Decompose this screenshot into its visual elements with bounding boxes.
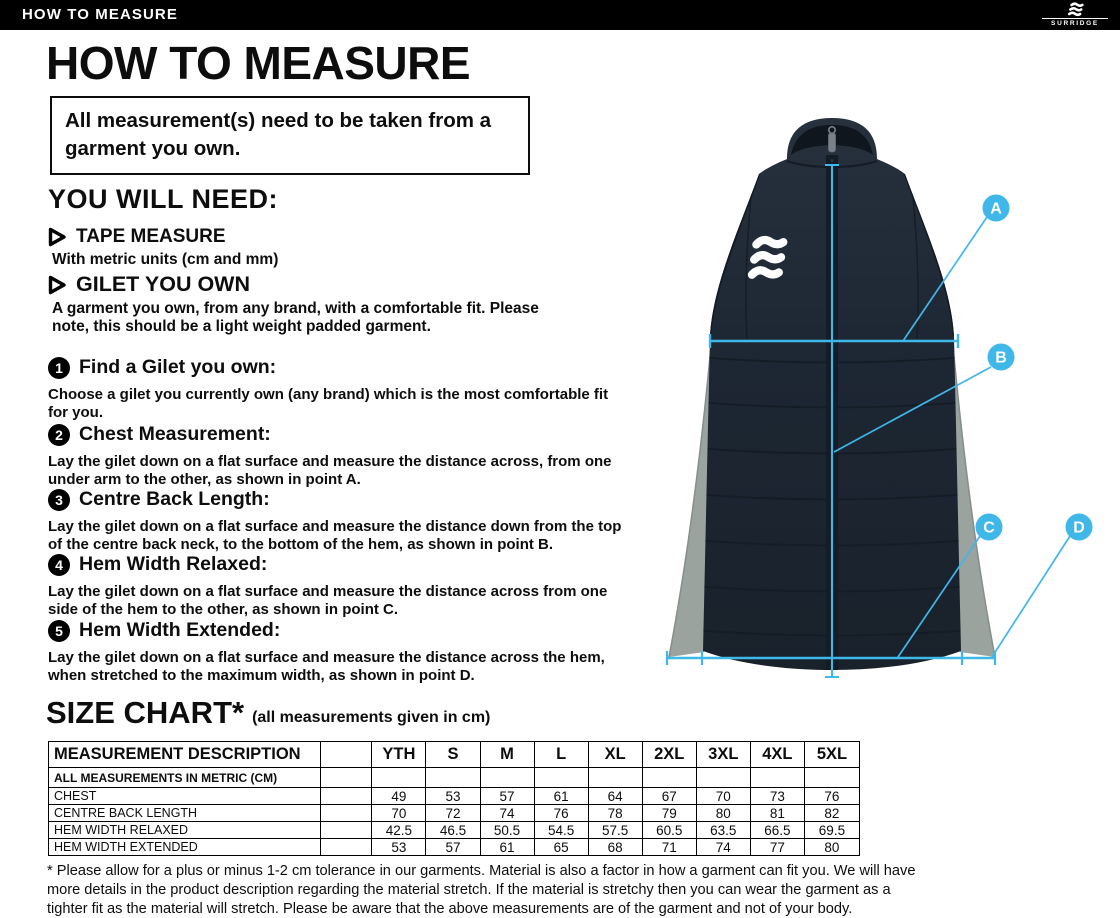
column-header: YTH	[372, 742, 426, 768]
step-2	[48, 423, 652, 489]
step-line: of the centre back neck, to the bottom of the hem, as shown in point B.	[48, 536, 554, 553]
cell-value: 65	[534, 839, 588, 856]
column-header: S	[426, 742, 480, 768]
top-bar-title: HOW TO MEASURE	[22, 6, 178, 23]
empty-cell	[750, 768, 804, 788]
step-description	[48, 518, 652, 554]
step-description	[48, 453, 652, 489]
need-item-title: GILET YOU OWN	[76, 272, 250, 296]
point-b-label: B	[995, 349, 1007, 367]
step-number-badge: 2	[48, 424, 70, 446]
step-line: under arm to the other, as shown in point A.	[48, 471, 361, 488]
cell-value: 60.5	[642, 822, 696, 839]
note-line: garment you own.	[65, 137, 241, 160]
size-chart-title: SIZE CHART*	[46, 695, 245, 730]
cell-value: 67	[642, 788, 696, 805]
row-label: HEM WIDTH EXTENDED	[49, 839, 321, 856]
table-header-row	[49, 742, 860, 768]
step-line: when stretched to the maximum width, as shown in point D.	[48, 667, 475, 684]
note-line: All measurement(s) need to be taken from a	[65, 109, 492, 132]
need-item-tape-measure	[48, 226, 278, 269]
cell-value: 80	[804, 839, 859, 856]
pointer-line-d	[992, 536, 1070, 657]
cell-value: 76	[534, 805, 588, 822]
empty-cell	[804, 768, 859, 788]
size-chart-table	[48, 741, 860, 856]
empty-cell	[321, 805, 372, 822]
size-chart-heading	[46, 695, 490, 731]
cell-value: 63.5	[696, 822, 750, 839]
cell-value: 74	[696, 839, 750, 856]
step-line: Lay the gilet down on a flat surface and measure the distance across, from one	[48, 453, 612, 470]
cell-value: 57.5	[588, 822, 642, 839]
cell-value: 72	[426, 805, 480, 822]
step-title: Hem Width Relaxed:	[79, 553, 268, 575]
column-header: 2XL	[642, 742, 696, 768]
cell-value: 61	[534, 788, 588, 805]
brand-name: SURRIDGE	[1042, 18, 1108, 27]
step-title: Centre Back Length:	[79, 488, 270, 510]
column-header: MEASUREMENT DESCRIPTION	[49, 742, 321, 768]
cell-value: 71	[642, 839, 696, 856]
point-c-label: C	[983, 519, 995, 537]
top-bar	[0, 0, 1120, 30]
cell-value: 70	[372, 805, 426, 822]
cell-value: 50.5	[480, 822, 534, 839]
zipper-pull	[828, 133, 835, 152]
tolerance-footnote	[47, 862, 915, 918]
empty-cell	[480, 768, 534, 788]
empty-cell	[321, 768, 372, 788]
empty-cell	[426, 768, 480, 788]
footnote-line: * Please allow for a plus or minus 1-2 cm tolerance in our garments. Material is also a factor in how a garment can fit you. We will have	[47, 863, 916, 879]
measurement-point-badges	[976, 195, 1093, 541]
cell-value: 70	[696, 788, 750, 805]
surridge-s-icon	[1067, 2, 1084, 17]
cell-value: 53	[372, 839, 426, 856]
step-line: Choose a gilet you currently own (any brand) which is the most comfortable fit	[48, 386, 609, 403]
step-line: Lay the gilet down on a flat surface and measure the distance across from one	[48, 583, 608, 600]
cell-value: 80	[696, 805, 750, 822]
need-item-desc: With metric units (cm and mm)	[52, 251, 279, 268]
cell-value: 82	[804, 805, 859, 822]
step-title: Find a Gilet you own:	[79, 356, 277, 378]
cell-value: 61	[480, 839, 534, 856]
footnote-line: more details in the product description regarding the material stretch. If the material is stretchy then you can wear the garment as a	[47, 881, 891, 898]
column-header: L	[534, 742, 588, 768]
need-item-desc	[52, 300, 628, 336]
surridge-s-icon	[750, 239, 785, 276]
row-label: HEM WIDTH RELAXED	[49, 822, 321, 839]
cell-value: 69.5	[804, 822, 859, 839]
table-row	[49, 822, 860, 839]
cell-value: 68	[588, 839, 642, 856]
triangle-bullet-icon	[48, 227, 67, 247]
step-title: Chest Measurement:	[79, 423, 271, 445]
cell-value: 76	[804, 788, 859, 805]
cell-value: 42.5	[372, 822, 426, 839]
empty-cell	[321, 822, 372, 839]
cell-value: 79	[642, 805, 696, 822]
step-line: for you.	[48, 404, 103, 421]
table-row	[49, 805, 860, 822]
cell-value: 77	[750, 839, 804, 856]
cell-value: 53	[426, 788, 480, 805]
empty-cell	[372, 768, 426, 788]
need-item-gilet	[48, 272, 628, 336]
empty-cell	[534, 768, 588, 788]
column-header: 3XL	[696, 742, 750, 768]
row-label: CENTRE BACK LENGTH	[49, 805, 321, 822]
step-number-badge: 5	[48, 620, 70, 642]
footnote-line: tighter fit as the material will stretch. Please be aware that the above measurements are of the garment and not of your body.	[47, 900, 853, 917]
step-description	[48, 583, 652, 619]
step-description	[48, 649, 652, 685]
cell-value: 74	[480, 805, 534, 822]
brand-logo	[1042, 2, 1108, 27]
triangle-bullet-icon	[48, 275, 67, 295]
measurement-note-box	[50, 96, 530, 175]
cell-value: 46.5	[426, 822, 480, 839]
step-number-badge: 4	[48, 554, 70, 576]
page-title: HOW TO MEASURE	[46, 37, 471, 89]
spacer-cell	[321, 742, 372, 768]
empty-cell	[321, 839, 372, 856]
empty-cell	[321, 788, 372, 805]
step-4	[48, 553, 652, 619]
cell-value: 57	[480, 788, 534, 805]
step-number-badge: 1	[48, 357, 70, 379]
table-row	[49, 788, 860, 805]
step-description	[48, 386, 652, 422]
step-line: Lay the gilet down on a flat surface and measure the distance down from the top	[48, 518, 622, 535]
need-item-title: TAPE MEASURE	[76, 226, 226, 247]
cell-value: 78	[588, 805, 642, 822]
table-row	[49, 768, 860, 788]
you-will-need-heading: YOU WILL NEED:	[48, 184, 279, 214]
row-label: CHEST	[49, 788, 321, 805]
cell-value: 57	[426, 839, 480, 856]
column-header: M	[480, 742, 534, 768]
step-number-badge: 3	[48, 489, 70, 511]
table-row	[49, 839, 860, 856]
step-3	[48, 488, 652, 554]
size-chart-subtitle: (all measurements given in cm)	[252, 709, 491, 726]
point-a-label: A	[990, 200, 1002, 218]
gilet-measurement-diagram	[640, 105, 1120, 715]
cell-value: 66.5	[750, 822, 804, 839]
empty-cell	[642, 768, 696, 788]
step-line: side of the hem to the other, as shown in point C.	[48, 601, 399, 618]
point-d-label: D	[1073, 519, 1085, 537]
desc-line: A garment you own, from any brand, with a comfortable fit. Please	[52, 300, 539, 317]
cell-value: 54.5	[534, 822, 588, 839]
cell-value: 49	[372, 788, 426, 805]
column-header: 5XL	[804, 742, 859, 768]
cell-value: 81	[750, 805, 804, 822]
step-1	[48, 356, 652, 422]
empty-cell	[696, 768, 750, 788]
column-header: 4XL	[750, 742, 804, 768]
desc-line: note, this should be a light weight padded garment.	[52, 318, 431, 335]
metric-note-cell: ALL MEASUREMENTS IN METRIC (CM)	[49, 768, 321, 788]
cell-value: 64	[588, 788, 642, 805]
cell-value: 73	[750, 788, 804, 805]
step-title: Hem Width Extended:	[79, 619, 281, 641]
step-5	[48, 619, 652, 685]
empty-cell	[588, 768, 642, 788]
column-header: XL	[588, 742, 642, 768]
step-line: Lay the gilet down on a flat surface and measure the distance across the hem,	[48, 649, 605, 666]
